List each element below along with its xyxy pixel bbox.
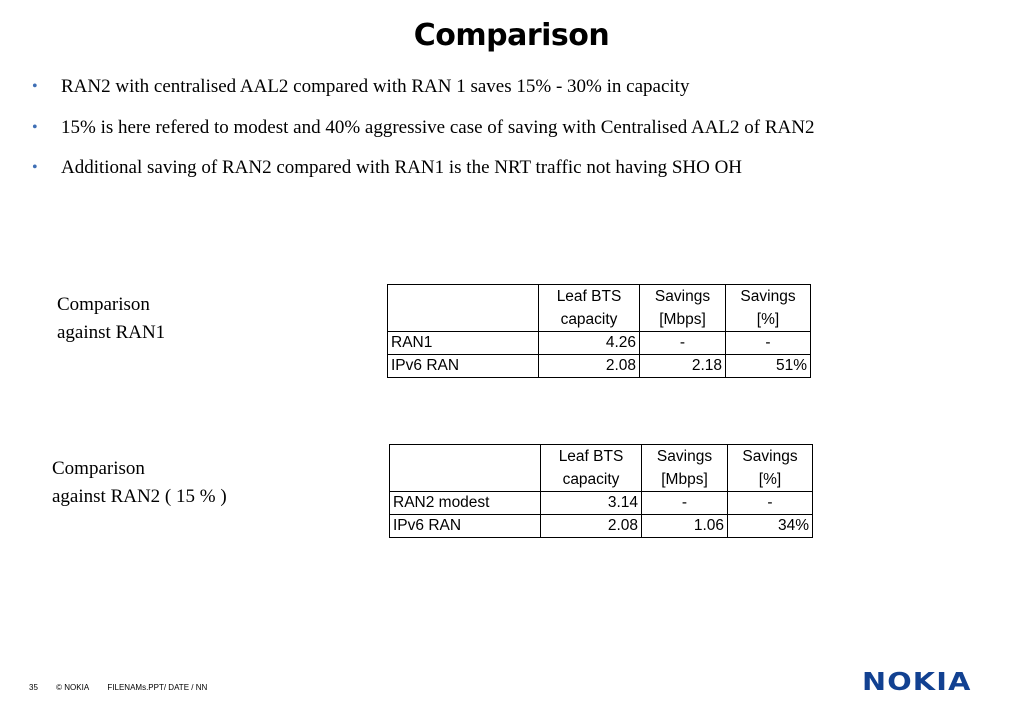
comparison-table-ran1 (387, 284, 811, 378)
comparison-label-line1: Comparison (52, 458, 145, 479)
comparison-label-line2: against RAN2 ( 15 % ) (52, 486, 227, 507)
bullet-text: Additional saving of RAN2 compared with RAN1 is the NRT traffic not having SHO OH (61, 157, 743, 178)
comparison-label-ran1 (57, 291, 165, 347)
bullet-item (32, 115, 814, 141)
row-name: IPv6 RAN (388, 355, 539, 378)
bullet-item (32, 155, 814, 181)
row-savings-mbps: 1.06 (642, 515, 728, 538)
header-savings-pct: Savings [%] (726, 285, 811, 332)
table-header-row (388, 285, 811, 332)
row-savings-pct: - (728, 492, 813, 515)
table-header-row (390, 445, 813, 492)
row-savings-mbps: 2.18 (640, 355, 726, 378)
row-name: RAN1 (388, 332, 539, 355)
row-capacity: 4.26 (539, 332, 640, 355)
row-capacity: 2.08 (541, 515, 642, 538)
header-empty-cell (388, 285, 539, 332)
header-savings-mbps: Savings [Mbps] (640, 285, 726, 332)
row-capacity: 3.14 (541, 492, 642, 515)
row-capacity: 2.08 (539, 355, 640, 378)
table-row (388, 332, 811, 355)
header-savings-mbps: Savings [Mbps] (642, 445, 728, 492)
bullet-text: 15% is here refered to modest and 40% aggressive case of saving with Centralised AAL2 of RAN2 (61, 116, 815, 138)
slide-title: Comparison (413, 18, 610, 53)
row-savings-pct: - (726, 332, 811, 355)
row-name: RAN2 modest (390, 492, 541, 515)
comparison-label-line2: against RAN1 (57, 322, 166, 343)
row-savings-pct: 34% (728, 515, 813, 538)
bullet-item (32, 74, 814, 100)
header-leaf-bts-capacity: Leaf BTS capacity (539, 285, 640, 332)
bullet-list (32, 74, 814, 196)
header-empty-cell (390, 445, 541, 492)
row-savings-mbps: - (640, 332, 726, 355)
header-savings-pct: Savings [%] (728, 445, 813, 492)
comparison-label-line1: Comparison (57, 294, 150, 315)
row-name: IPv6 RAN (390, 515, 541, 538)
copyright-text: © NOKIA (56, 683, 90, 692)
row-savings-pct: 51% (726, 355, 811, 378)
file-info-text: FILENAMs.PPT/ DATE / NN (107, 683, 208, 692)
header-leaf-bts-capacity: Leaf BTS capacity (541, 445, 642, 492)
table-row (388, 355, 811, 378)
nokia-logo: NOKIA (862, 667, 972, 696)
comparison-table-ran2 (389, 444, 813, 538)
table-row (390, 492, 813, 515)
slide-footer (29, 683, 223, 692)
table-row (390, 515, 813, 538)
bullet-dot-icon: • (32, 159, 38, 176)
bullet-dot-icon: • (32, 78, 38, 95)
comparison-label-ran2 (52, 455, 227, 511)
page-number: 35 (29, 683, 38, 692)
bullet-dot-icon: • (32, 118, 38, 136)
bullet-text: RAN2 with centralised AAL2 compared with RAN 1 saves 15% - 30% in capacity (61, 76, 690, 97)
row-savings-mbps: - (642, 492, 728, 515)
